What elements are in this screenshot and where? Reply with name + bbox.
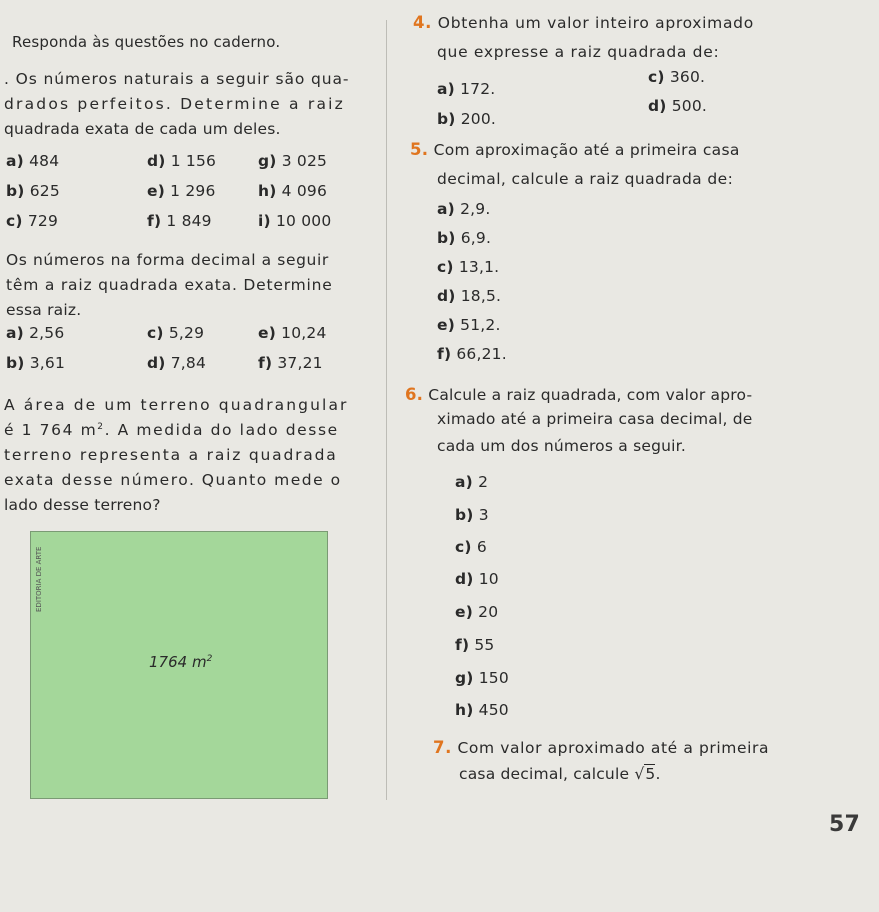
q3-text-line2: drados perfeitos. Determine a raiz [4, 95, 345, 113]
decimal-item-f: f) 37,21 [258, 354, 323, 372]
decimal-item-d: d) 7,84 [147, 354, 207, 372]
q6-text-line2: ximado até a primeira casa decimal, de [437, 410, 753, 428]
terreno-text-line2: é 1 764 $m^2$. A medida do lado desse [4, 421, 339, 439]
decimal-item-b: b) 3,61 [6, 354, 66, 372]
q5-item-d: d) 18,5. [437, 287, 502, 305]
terreno-text-line3: terreno representa a raiz quadrada [4, 446, 338, 464]
q6-item-h: h) 450 [455, 701, 509, 719]
decimal-item-e: e) 10,24 [258, 324, 327, 342]
q3-item-f: f) 1 849 [147, 212, 212, 230]
q4-text-line2: que expresse a raiz quadrada de: [437, 43, 720, 61]
q3-item-d: d) 1 156 [147, 152, 217, 170]
q6-item-f: f) 55 [455, 636, 495, 654]
q6-item-g: g) 150 [455, 669, 509, 687]
decimal-item-c: c) 5,29 [147, 324, 205, 342]
q6-text-line1: 6. Calcule a raiz quadrada, com valor apro- [405, 385, 753, 404]
q3-item-h: h) 4 096 [258, 182, 328, 200]
terrain-area-label: 1764 $m^2$ [149, 653, 213, 671]
q5-item-b: b) 6,9. [437, 229, 492, 247]
page-number: 57 [829, 812, 861, 837]
q3-item-i: i) 10 000 [258, 212, 332, 230]
q3-item-b: b) 625 [6, 182, 60, 200]
q5-item-f: f) 66,21. [437, 345, 507, 363]
q7-text-line2: casa decimal, calcule √5. [459, 765, 661, 783]
q6-item-e: e) 20 [455, 603, 499, 621]
decimal-text-line2: têm a raiz quadrada exata. Determine [6, 276, 333, 294]
terreno-text-line5: lado desse terreno? [4, 496, 161, 514]
q3-item-g: g) 3 025 [258, 152, 328, 170]
sqrt-radicand: 5 [645, 765, 656, 783]
q4-item-b: b) 200. [437, 110, 497, 128]
q6-item-b: b) 3 [455, 506, 489, 524]
q6-item-c: c) 6 [455, 538, 487, 556]
decimal-text-line1: Os números na forma decimal a seguir [6, 251, 329, 269]
q3-item-c: c) 729 [6, 212, 59, 230]
sqrt-symbol: √ [634, 765, 645, 783]
q4-item-a: a) 172. [437, 80, 496, 98]
terrain-square-figure [30, 531, 328, 799]
terreno-text-line1: A área de um terreno quadrangular [4, 396, 349, 414]
art-credit: EDITORIA DE ARTE [35, 546, 43, 612]
q5-item-e: e) 51,2. [437, 316, 501, 334]
q3-text-line3: quadrada exata de cada um deles. [4, 120, 281, 138]
q4-item-c: c) 360. [648, 68, 706, 86]
q3-text-line1: . Os números naturais a seguir são qua- [4, 70, 350, 88]
q7-text-line1: 7. Com valor aproximado até a primeira [433, 738, 770, 757]
q5-text-line2: decimal, calcule a raiz quadrada de: [437, 170, 734, 188]
q3-item-a: a) 484 [6, 152, 60, 170]
q4-text-line1: 4. Obtenha um valor inteiro aproximado [413, 13, 754, 32]
decimal-item-a: a) 2,56 [6, 324, 65, 342]
q6-item-d: d) 10 [455, 570, 499, 588]
instructions: Responda às questões no caderno. [12, 33, 281, 51]
q6-item-a: a) 2 [455, 473, 489, 491]
column-divider [386, 20, 387, 800]
q3-item-e: e) 1 296 [147, 182, 216, 200]
q5-text-line1: 5. Com aproximação até a primeira casa [410, 140, 740, 159]
q5-item-a: a) 2,9. [437, 200, 491, 218]
terreno-text-line4: exata desse número. Quanto mede o [4, 471, 342, 489]
q4-item-d: d) 500. [648, 97, 708, 115]
q6-text-line3: cada um dos números a seguir. [437, 437, 686, 455]
q5-item-c: c) 13,1. [437, 258, 500, 276]
decimal-text-line3: essa raiz. [6, 301, 82, 319]
